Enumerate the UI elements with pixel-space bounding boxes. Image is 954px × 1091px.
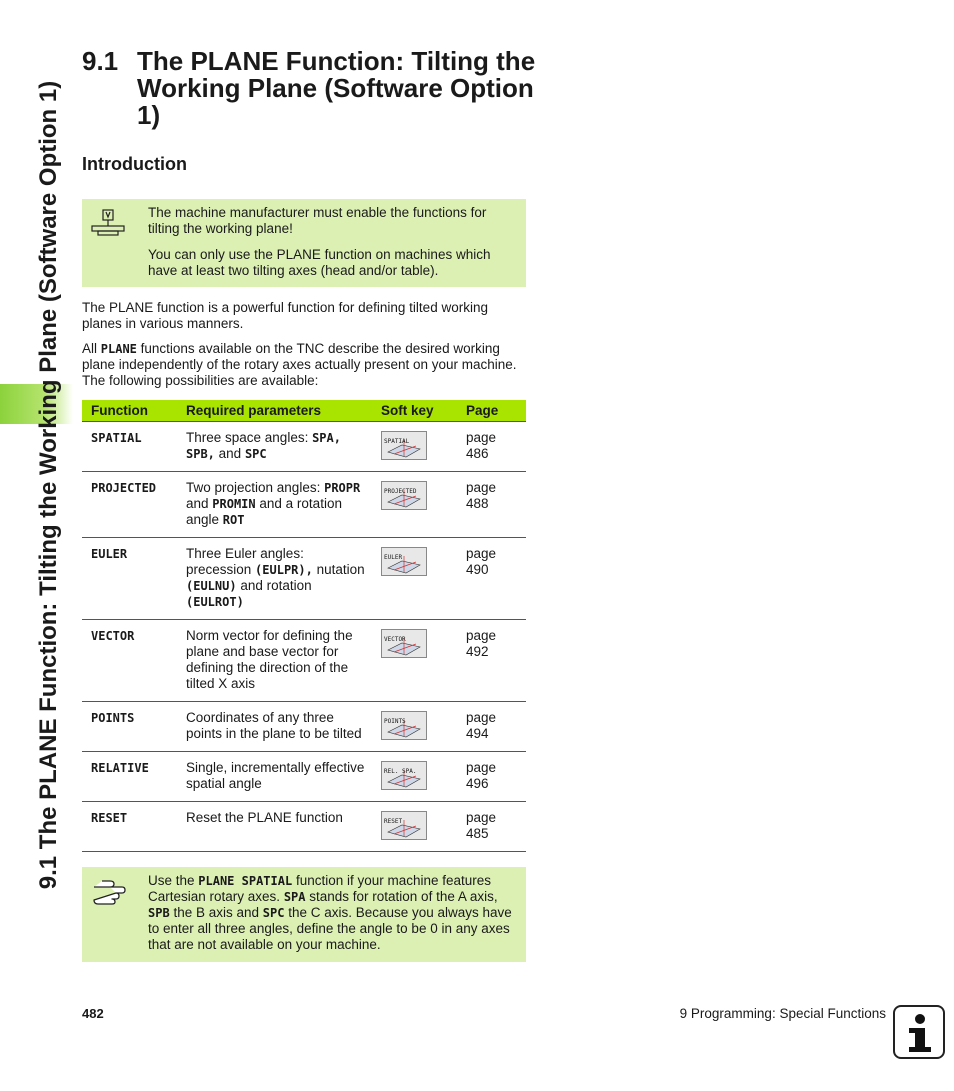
column-header: Function — [82, 400, 177, 422]
required-parameters — [177, 422, 372, 472]
column-header: Soft key — [372, 400, 457, 422]
page-reference: page 488 — [457, 472, 526, 538]
code-token: SPC — [262, 906, 285, 920]
page-reference: page 485 — [457, 802, 526, 852]
softkey-cell — [372, 802, 457, 852]
function-name: POINTS — [82, 702, 177, 752]
page-reference: page 492 — [457, 620, 526, 702]
softkey-label: VECTOR — [384, 636, 406, 643]
text-run: and a rotation angle — [186, 496, 342, 527]
side-chapter-title: 9.1 The PLANE Function: Tilting the Working Plane (Software Option 1) — [35, 80, 62, 890]
softkey-button[interactable] — [381, 711, 427, 740]
required-parameters — [177, 752, 372, 802]
chapter-footer: 9 Programming: Special Functions — [679, 1006, 886, 1021]
page-number: 482 — [82, 1006, 104, 1021]
note-text: The machine manufacturer must enable the functions for tilting the working plane! — [148, 205, 487, 236]
softkey-button[interactable] — [381, 547, 427, 576]
hint-note — [82, 867, 526, 962]
code-token: (EULROT) — [186, 595, 244, 609]
code-token: (EULPR), — [255, 563, 313, 577]
table-row — [82, 472, 526, 538]
code-token: PROPR — [324, 481, 361, 495]
function-name: EULER — [82, 538, 177, 620]
softkey-label: EULER — [384, 554, 403, 561]
function-name: RELATIVE — [82, 752, 177, 802]
code-token: SPC — [244, 447, 267, 461]
code-token: PROMIN — [212, 497, 256, 511]
table-row — [82, 620, 526, 702]
intro-paragraph: The PLANE function is a powerful function for defining tilted working planes in various manners. — [82, 300, 488, 331]
section-number: 9.1 — [82, 46, 119, 76]
table-header-row — [82, 400, 526, 422]
code-token: SPA, SPB, — [186, 431, 341, 461]
softkey-button[interactable] — [381, 811, 427, 840]
pointing-hand-icon — [90, 875, 130, 909]
page-reference: page 494 — [457, 702, 526, 752]
function-name: RESET — [82, 802, 177, 852]
code-token: (EULNU) — [186, 579, 237, 593]
code-token: SPA — [283, 890, 306, 904]
section-title: The PLANE Function: Tilting the Working Plane (Software Option 1) — [137, 46, 536, 130]
code-token: PLANE SPATIAL — [198, 874, 293, 888]
code-token: ROT — [222, 513, 245, 527]
softkey-cell — [372, 702, 457, 752]
softkey-cell — [372, 422, 457, 472]
page-reference: page 486 — [457, 422, 526, 472]
softkey-button[interactable] — [381, 629, 427, 658]
text-run: Three Euler angles: precession — [186, 546, 304, 577]
required-parameters — [177, 538, 372, 620]
required-parameters — [177, 472, 372, 538]
page-reference: page 490 — [457, 538, 526, 620]
required-parameters — [177, 702, 372, 752]
softkey-label: RESET — [384, 818, 403, 825]
functions-table — [82, 400, 526, 852]
column-header: Required parameters — [177, 400, 372, 422]
text-run: and rotation — [236, 578, 312, 593]
softkey-button[interactable] — [381, 431, 427, 460]
column-header: Page — [457, 400, 526, 422]
subheading: Introduction — [82, 154, 187, 174]
softkey-cell — [372, 620, 457, 702]
table-row — [82, 802, 526, 852]
table-row — [82, 538, 526, 620]
machine-icon — [90, 209, 126, 241]
table-row — [82, 702, 526, 752]
text-run: Norm vector for defining the plane and base vector for defining the direction of the tilted X axis — [186, 628, 353, 691]
text-run: and — [214, 446, 245, 461]
text-run: Three space angles: — [186, 430, 313, 445]
text-run: Reset the PLANE function — [186, 810, 343, 825]
machine-note — [82, 199, 526, 287]
intro-paragraph-2: All PLANE functions available on the TNC describe the desired working plane independently of the rotary axes actually present on your machine. The following possibilities are available: — [82, 341, 517, 388]
hint-text — [148, 873, 516, 953]
text-run: Two projection angles: — [186, 480, 325, 495]
page-reference: page 496 — [457, 752, 526, 802]
table-row — [82, 422, 526, 472]
text-run: nutation — [312, 562, 365, 577]
text-run: and — [186, 496, 213, 511]
code-token: SPB — [148, 906, 170, 920]
softkey-button[interactable] — [381, 481, 427, 510]
text-run: function if your machine features Cartesian rotary axes. — [148, 873, 492, 904]
softkey-cell — [372, 752, 457, 802]
softkey-cell — [372, 538, 457, 620]
softkey-cell — [372, 472, 457, 538]
softkey-label: POINTS — [384, 718, 406, 725]
softkey-label: PROJECTED — [384, 488, 417, 495]
softkey-button[interactable] — [381, 761, 427, 790]
text-run: stands for rotation of the A axis, — [305, 889, 498, 904]
function-name: SPATIAL — [82, 422, 177, 472]
text-run: Single, incrementally effective spatial angle — [186, 760, 365, 791]
info-icon — [893, 1005, 945, 1059]
text-run: Use the — [148, 873, 199, 888]
table-row — [82, 752, 526, 802]
function-name: PROJECTED — [82, 472, 177, 538]
softkey-label: REL. SPA. — [384, 768, 417, 775]
text-run: Coordinates of any three points in the plane to be tilted — [186, 710, 362, 741]
text-run: the B axis and — [169, 905, 263, 920]
softkey-label: SPATIAL — [384, 438, 410, 445]
text-run: the C axis. Because you always have to enter all three angles, define the angle to be 0 in any axes that are not available on your machine. — [148, 905, 512, 952]
note-text: You can only use the PLANE function on machines which have at least two tilting axes (head and/or table). — [148, 247, 491, 278]
function-name: VECTOR — [82, 620, 177, 702]
required-parameters — [177, 620, 372, 702]
required-parameters — [177, 802, 372, 852]
